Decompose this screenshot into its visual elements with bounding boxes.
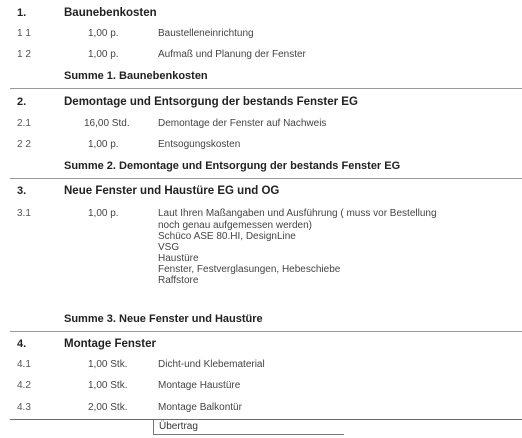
item-position: 1 2 (17, 49, 31, 60)
section-4-header (0, 337, 522, 351)
line-item (0, 379, 522, 393)
item-position: 3.1 (17, 208, 31, 219)
item-position: 1 1 (17, 28, 31, 39)
item-quantity: 1,00 p. (88, 28, 119, 39)
item-quantity: 1,00 p. (88, 49, 119, 60)
carry-over-box (153, 420, 344, 435)
section-sum-label: Summe 1. Baunebenkosten (64, 70, 208, 82)
line-item (0, 27, 522, 41)
item-description: Aufmaß und Planung der Fenster (158, 49, 306, 60)
item-quantity: 1,00 Stk. (88, 359, 128, 370)
item-position: 4.2 (17, 380, 31, 391)
item-description: Montage Haustüre (158, 380, 241, 391)
line-item (0, 207, 522, 221)
item-description: Dicht-und Klebematerial (158, 359, 265, 370)
divider (10, 178, 522, 179)
section-title: Demontage und Entsorgung der bestands Fenster EG (64, 96, 358, 108)
line-item (0, 117, 522, 131)
item-description: Entsogungskosten (158, 139, 241, 150)
item-position: 4.3 (17, 402, 31, 413)
section-3-header (0, 184, 522, 198)
section-number: 3. (17, 185, 27, 197)
section-sum (0, 312, 522, 326)
section-title: Montage Fenster (64, 338, 157, 350)
item-quantity: 1,00 p. (88, 208, 119, 219)
item-description-line: Haustüre (158, 253, 199, 264)
item-quantity: 1,00 p. (88, 139, 119, 150)
item-description: Baustelleneinrichtung (158, 28, 254, 39)
item-description-line: noch genau aufgemessen werden) (158, 220, 312, 231)
section-number: 2. (17, 96, 27, 108)
line-item (0, 358, 522, 372)
section-sum (0, 159, 522, 173)
section-number: 1. (17, 7, 27, 19)
item-position: 2.1 (17, 118, 31, 129)
section-sum-label: Summe 3. Neue Fenster und Haustüre (64, 313, 263, 325)
item-position: 4.1 (17, 359, 31, 370)
line-item (0, 48, 522, 62)
divider (10, 331, 522, 332)
line-item (0, 401, 522, 415)
line-item (0, 138, 522, 152)
section-number: 4. (17, 338, 27, 350)
item-position: 2 2 (17, 139, 31, 150)
item-quantity: 16,00 Std. (84, 118, 130, 129)
item-description-line: Fenster, Festverglasungen, Hebeschiebe (158, 264, 341, 275)
item-description-line: Schüco ASE 80.HI, DesignLine (158, 231, 296, 242)
item-quantity: 1,00 Stk. (88, 380, 128, 391)
section-title: Neue Fenster und Haustüre EG und OG (64, 185, 280, 197)
carry-over-label: Übertrag (159, 421, 198, 432)
item-description: Montage Balkontür (158, 402, 242, 413)
section-1-header (0, 6, 522, 20)
item-description-line: Raffstore (158, 275, 199, 286)
section-2-header (0, 95, 522, 109)
divider (10, 88, 522, 89)
section-title: Baunebenkosten (64, 7, 157, 19)
item-description: Laut Ihren Maßangaben und Ausführung ( muss vor Bestellung (158, 208, 437, 219)
section-sum (0, 69, 522, 83)
item-description: Demontage der Fenster auf Nachweis (158, 118, 327, 129)
item-quantity: 2,00 Stk. (88, 402, 128, 413)
item-description-line: VSG (158, 242, 180, 253)
section-sum-label: Summe 2. Demontage und Entsorgung der bestands Fenster EG (64, 160, 401, 172)
